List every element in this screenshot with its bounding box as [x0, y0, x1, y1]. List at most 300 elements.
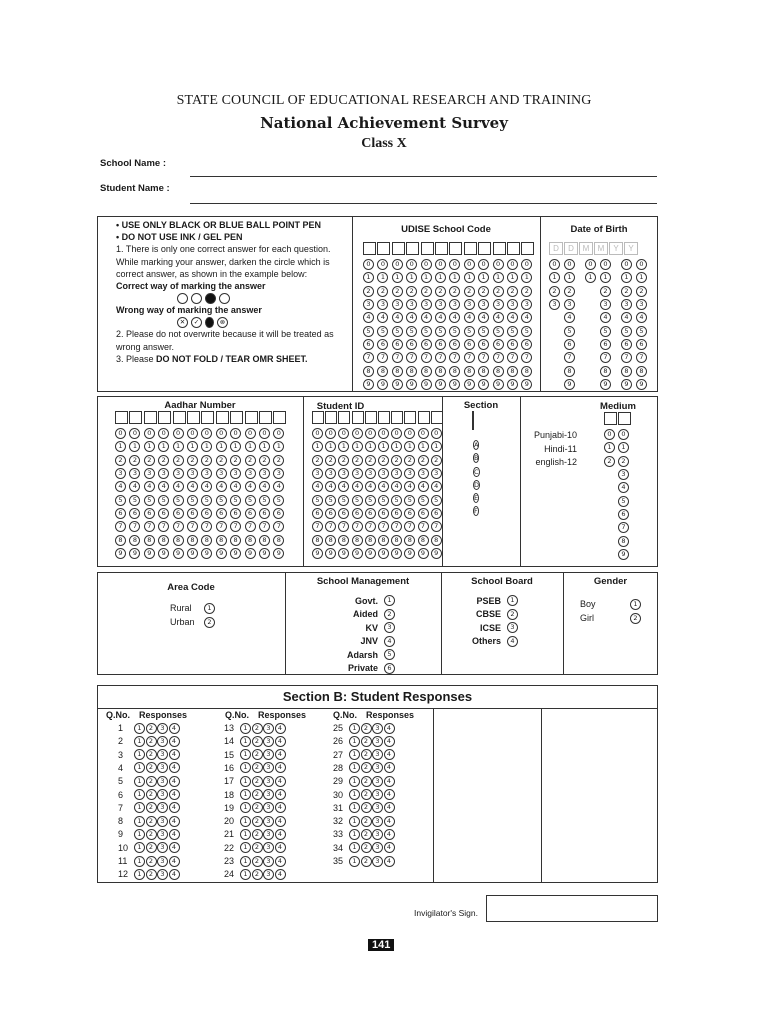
answer-bubble[interactable]: 4 — [169, 829, 180, 840]
digit-bubble[interactable]: 1 — [216, 441, 227, 452]
digit-bubble[interactable]: 0 — [158, 428, 169, 439]
digit-bubble[interactable]: 2 — [507, 286, 518, 297]
digit-bubble[interactable]: 9 — [378, 548, 389, 559]
digit-bubble[interactable]: 3 — [216, 468, 227, 479]
digit-bubble[interactable]: 7 — [435, 352, 446, 363]
dob-bubble[interactable]: 2 — [549, 286, 560, 297]
digit-bubble[interactable]: 3 — [464, 299, 475, 310]
answer-bubble[interactable]: 1 — [240, 789, 251, 800]
digit-bubble[interactable]: 5 — [325, 495, 336, 506]
digit-bubble[interactable]: 3 — [449, 299, 460, 310]
dob-bubble[interactable]: 5 — [600, 326, 611, 337]
answer-bubble[interactable]: 2 — [146, 816, 157, 827]
digit-bubble[interactable]: 1 — [392, 272, 403, 283]
dob-bubble[interactable]: 8 — [636, 366, 647, 377]
digit-bubble[interactable]: 2 — [173, 455, 184, 466]
medium-bubble[interactable]: 7 — [618, 522, 629, 533]
answer-bubble[interactable]: 3 — [263, 749, 274, 760]
area-options[interactable] — [170, 601, 215, 629]
answer-bubble[interactable]: 3 — [157, 842, 168, 853]
dob-bubble[interactable]: 7 — [564, 352, 575, 363]
digit-bubble[interactable]: 1 — [449, 272, 460, 283]
answer-bubble[interactable]: 1 — [240, 869, 251, 880]
answer-bubble[interactable]: 3 — [157, 856, 168, 867]
digit-bubble[interactable]: 3 — [521, 299, 532, 310]
digit-bubble[interactable]: 1 — [464, 272, 475, 283]
medium-entry-box[interactable] — [604, 412, 617, 425]
answer-bubble[interactable]: 4 — [275, 802, 286, 813]
digit-bubble[interactable]: 3 — [325, 468, 336, 479]
digit-bubble[interactable]: 0 — [245, 428, 256, 439]
answer-bubble[interactable]: 1 — [134, 749, 145, 760]
section-grid[interactable] — [472, 412, 480, 514]
answer-bubble[interactable]: 3 — [372, 856, 383, 867]
digit-bubble[interactable]: 3 — [144, 468, 155, 479]
dob-bubble[interactable]: 1 — [621, 272, 632, 283]
answer-bubble[interactable]: 4 — [384, 856, 395, 867]
digit-bubble[interactable]: 0 — [129, 428, 140, 439]
digit-bubble[interactable]: 4 — [338, 481, 349, 492]
digit-bubble[interactable]: 2 — [230, 455, 241, 466]
digit-bubble[interactable]: 4 — [392, 312, 403, 323]
digit-bubble[interactable]: 0 — [391, 428, 402, 439]
answer-bubble[interactable]: 3 — [157, 802, 168, 813]
answer-bubble[interactable]: 4 — [275, 869, 286, 880]
digit-bubble[interactable]: 8 — [325, 535, 336, 546]
digit-bubble[interactable]: 4 — [230, 481, 241, 492]
digit-bubble[interactable]: 4 — [507, 312, 518, 323]
answer-bubble[interactable]: 3 — [372, 736, 383, 747]
answer-bubble[interactable]: 4 — [384, 762, 395, 773]
digit-bubble[interactable]: 2 — [435, 286, 446, 297]
digit-bubble[interactable]: 8 — [338, 535, 349, 546]
digit-bubble[interactable]: 6 — [391, 508, 402, 519]
digit-bubble[interactable]: 2 — [325, 455, 336, 466]
digit-bubble[interactable]: 0 — [115, 428, 126, 439]
digit-bubble[interactable]: 3 — [273, 468, 284, 479]
answer-bubble[interactable]: 3 — [372, 723, 383, 734]
digit-entry-box[interactable] — [391, 411, 403, 424]
answer-bubble[interactable]: 2 — [252, 829, 263, 840]
answer-bubble[interactable]: 2 — [361, 842, 372, 853]
answer-bubble[interactable]: 1 — [134, 789, 145, 800]
digit-bubble[interactable]: 4 — [173, 481, 184, 492]
digit-bubble[interactable]: 8 — [391, 535, 402, 546]
dob-bubble[interactable]: 0 — [621, 259, 632, 270]
digit-entry-box[interactable] — [259, 411, 272, 424]
digit-bubble[interactable]: 9 — [435, 379, 446, 390]
answer-bubble[interactable]: 3 — [157, 789, 168, 800]
management-option[interactable] — [340, 648, 395, 662]
student-name-field[interactable] — [190, 203, 657, 204]
digit-bubble[interactable]: 7 — [406, 352, 417, 363]
gender-option[interactable] — [580, 597, 641, 611]
answer-bubble[interactable]: 1 — [134, 802, 145, 813]
digit-bubble[interactable]: 4 — [365, 481, 376, 492]
digit-bubble[interactable]: 3 — [115, 468, 126, 479]
digit-bubble[interactable]: 0 — [392, 259, 403, 270]
digit-bubble[interactable]: 3 — [365, 468, 376, 479]
dob-bubble[interactable]: 3 — [549, 299, 560, 310]
dob-bubble[interactable]: 0 — [564, 259, 575, 270]
answer-bubble[interactable]: 4 — [169, 842, 180, 853]
answer-bubble[interactable]: 4 — [275, 736, 286, 747]
digit-bubble[interactable]: 9 — [507, 379, 518, 390]
board-options[interactable] — [469, 594, 518, 648]
answer-bubble[interactable]: 4 — [384, 749, 395, 760]
digit-bubble[interactable]: 4 — [325, 481, 336, 492]
dob-bubble[interactable]: 7 — [621, 352, 632, 363]
digit-bubble[interactable]: 7 — [158, 521, 169, 532]
digit-entry-box[interactable] — [312, 411, 324, 424]
answer-bubble[interactable]: 1 — [134, 776, 145, 787]
digit-bubble[interactable]: 9 — [377, 379, 388, 390]
digit-bubble[interactable]: 8 — [378, 535, 389, 546]
answer-bubble[interactable]: 2 — [361, 749, 372, 760]
digit-bubble[interactable]: 3 — [421, 299, 432, 310]
area-option-bubble[interactable]: 1 — [204, 603, 215, 614]
digit-bubble[interactable]: 8 — [493, 366, 504, 377]
digit-bubble[interactable]: 6 — [144, 508, 155, 519]
digit-bubble[interactable]: 7 — [493, 352, 504, 363]
medium-entry-box[interactable] — [618, 412, 631, 425]
answer-bubble[interactable]: 1 — [240, 723, 251, 734]
digit-bubble[interactable]: 6 — [173, 508, 184, 519]
digit-bubble[interactable]: 9 — [478, 379, 489, 390]
answer-bubble[interactable]: 3 — [372, 762, 383, 773]
digit-bubble[interactable]: 7 — [464, 352, 475, 363]
digit-bubble[interactable]: 0 — [201, 428, 212, 439]
answer-bubble[interactable]: 3 — [157, 869, 168, 880]
digit-bubble[interactable]: 0 — [378, 428, 389, 439]
digit-bubble[interactable]: 2 — [144, 455, 155, 466]
answer-bubble[interactable]: 1 — [240, 829, 251, 840]
digit-bubble[interactable]: 7 — [363, 352, 374, 363]
digit-bubble[interactable]: 4 — [363, 312, 374, 323]
answer-bubble[interactable]: 1 — [134, 856, 145, 867]
digit-bubble[interactable]: 9 — [391, 548, 402, 559]
digit-bubble[interactable]: 1 — [245, 441, 256, 452]
answer-bubble[interactable]: 2 — [361, 816, 372, 827]
digit-bubble[interactable]: 5 — [478, 326, 489, 337]
digit-bubble[interactable]: 3 — [158, 468, 169, 479]
digit-bubble[interactable]: 7 — [391, 521, 402, 532]
digit-bubble[interactable]: 1 — [230, 441, 241, 452]
invigilator-sign-box[interactable] — [486, 895, 658, 922]
dob-box[interactable]: Y — [624, 242, 638, 255]
digit-entry-box[interactable] — [144, 411, 157, 424]
digit-bubble[interactable]: 1 — [507, 272, 518, 283]
digit-bubble[interactable]: 6 — [418, 508, 429, 519]
udise-grid[interactable] — [363, 242, 534, 391]
dob-bubble[interactable]: 8 — [621, 366, 632, 377]
digit-bubble[interactable]: 2 — [391, 455, 402, 466]
digit-bubble[interactable]: 8 — [464, 366, 475, 377]
answer-bubble[interactable]: 1 — [349, 816, 360, 827]
digit-bubble[interactable]: 4 — [377, 312, 388, 323]
digit-bubble[interactable]: 0 — [187, 428, 198, 439]
digit-entry-box[interactable] — [521, 242, 534, 255]
answer-bubble[interactable]: 4 — [275, 816, 286, 827]
board-option[interactable] — [469, 635, 518, 649]
digit-bubble[interactable]: 2 — [273, 455, 284, 466]
digit-bubble[interactable]: 6 — [115, 508, 126, 519]
digit-bubble[interactable]: 0 — [493, 259, 504, 270]
answer-bubble[interactable]: 3 — [372, 802, 383, 813]
digit-bubble[interactable]: 7 — [365, 521, 376, 532]
digit-bubble[interactable]: 8 — [431, 535, 442, 546]
medium-bubble[interactable]: 4 — [618, 482, 629, 493]
answer-bubble[interactable]: 1 — [134, 723, 145, 734]
area-option[interactable] — [170, 601, 215, 615]
answer-bubble[interactable]: 1 — [134, 829, 145, 840]
digit-bubble[interactable]: 1 — [158, 441, 169, 452]
digit-bubble[interactable]: 1 — [115, 441, 126, 452]
digit-bubble[interactable]: 7 — [230, 521, 241, 532]
digit-bubble[interactable]: 9 — [365, 548, 376, 559]
answer-bubble[interactable]: 2 — [252, 802, 263, 813]
digit-bubble[interactable]: 0 — [365, 428, 376, 439]
dob-bubble[interactable]: 4 — [564, 312, 575, 323]
answer-bubble[interactable]: 3 — [157, 736, 168, 747]
digit-bubble[interactable]: 7 — [144, 521, 155, 532]
digit-entry-box[interactable] — [377, 242, 390, 255]
digit-bubble[interactable]: 2 — [245, 455, 256, 466]
management-option-bubble[interactable]: 2 — [384, 609, 395, 620]
digit-bubble[interactable]: 8 — [406, 366, 417, 377]
digit-bubble[interactable]: 6 — [338, 508, 349, 519]
digit-bubble[interactable]: 9 — [338, 548, 349, 559]
dob-bubble[interactable]: 9 — [600, 379, 611, 390]
digit-bubble[interactable]: 1 — [418, 441, 429, 452]
digit-bubble[interactable]: 7 — [115, 521, 126, 532]
answer-bubble[interactable]: 2 — [361, 856, 372, 867]
digit-bubble[interactable]: 9 — [464, 379, 475, 390]
medium-grid[interactable] — [604, 412, 631, 561]
digit-bubble[interactable]: 6 — [216, 508, 227, 519]
digit-bubble[interactable]: 5 — [158, 495, 169, 506]
digit-bubble[interactable]: 0 — [478, 259, 489, 270]
digit-entry-box[interactable] — [404, 411, 416, 424]
digit-bubble[interactable]: 5 — [418, 495, 429, 506]
digit-bubble[interactable]: 7 — [377, 352, 388, 363]
dob-bubble[interactable]: 7 — [600, 352, 611, 363]
dob-bubble[interactable]: 8 — [564, 366, 575, 377]
answer-bubble[interactable]: 3 — [372, 749, 383, 760]
digit-entry-box[interactable] — [378, 411, 390, 424]
digit-bubble[interactable]: 3 — [363, 299, 374, 310]
digit-bubble[interactable]: 6 — [507, 339, 518, 350]
digit-bubble[interactable]: 3 — [312, 468, 323, 479]
answer-bubble[interactable]: 3 — [263, 842, 274, 853]
management-option-bubble[interactable]: 5 — [384, 649, 395, 660]
digit-bubble[interactable]: 2 — [493, 286, 504, 297]
digit-bubble[interactable]: 7 — [352, 521, 363, 532]
dob-bubble[interactable]: 5 — [564, 326, 575, 337]
digit-bubble[interactable]: 0 — [173, 428, 184, 439]
answer-bubble[interactable]: 1 — [240, 736, 251, 747]
answer-bubble[interactable]: 3 — [263, 816, 274, 827]
dob-bubble[interactable]: 7 — [636, 352, 647, 363]
answer-bubble[interactable]: 4 — [169, 723, 180, 734]
dob-bubble[interactable]: 3 — [600, 299, 611, 310]
digit-bubble[interactable]: 7 — [421, 352, 432, 363]
digit-bubble[interactable]: 8 — [144, 535, 155, 546]
answer-bubble[interactable]: 2 — [361, 829, 372, 840]
digit-bubble[interactable]: 6 — [404, 508, 415, 519]
medium-bubble[interactable]: 2 — [618, 456, 629, 467]
answer-bubble[interactable]: 1 — [349, 789, 360, 800]
digit-bubble[interactable]: 5 — [406, 326, 417, 337]
digit-bubble[interactable]: 2 — [421, 286, 432, 297]
answer-bubble[interactable]: 2 — [361, 789, 372, 800]
answer-bubble[interactable]: 1 — [349, 749, 360, 760]
digit-entry-box[interactable] — [201, 411, 214, 424]
answer-bubble[interactable]: 2 — [252, 856, 263, 867]
digit-bubble[interactable]: 4 — [421, 312, 432, 323]
digit-bubble[interactable]: 0 — [352, 428, 363, 439]
digit-bubble[interactable]: 6 — [493, 339, 504, 350]
digit-bubble[interactable]: 2 — [338, 455, 349, 466]
digit-bubble[interactable]: 4 — [406, 312, 417, 323]
answer-bubble[interactable]: 2 — [146, 723, 157, 734]
digit-bubble[interactable]: 4 — [312, 481, 323, 492]
digit-bubble[interactable]: 9 — [158, 548, 169, 559]
digit-bubble[interactable]: 5 — [507, 326, 518, 337]
answer-bubble[interactable]: 1 — [240, 816, 251, 827]
digit-bubble[interactable]: 4 — [129, 481, 140, 492]
digit-bubble[interactable]: 1 — [421, 272, 432, 283]
student-id-grid[interactable] — [312, 411, 443, 560]
digit-bubble[interactable]: 9 — [404, 548, 415, 559]
digit-bubble[interactable]: 6 — [273, 508, 284, 519]
answer-bubble[interactable]: 2 — [361, 776, 372, 787]
medium-bubble[interactable]: 6 — [618, 509, 629, 520]
digit-entry-box[interactable] — [245, 411, 258, 424]
digit-bubble[interactable]: 4 — [378, 481, 389, 492]
digit-bubble[interactable]: 5 — [115, 495, 126, 506]
digit-entry-box[interactable] — [431, 411, 443, 424]
digit-bubble[interactable]: 2 — [392, 286, 403, 297]
digit-bubble[interactable]: 4 — [418, 481, 429, 492]
answer-bubble[interactable]: 2 — [146, 842, 157, 853]
digit-bubble[interactable]: 5 — [435, 326, 446, 337]
digit-bubble[interactable]: 0 — [325, 428, 336, 439]
dob-bubble[interactable]: 8 — [600, 366, 611, 377]
answer-bubble[interactable]: 2 — [146, 829, 157, 840]
digit-bubble[interactable]: 9 — [493, 379, 504, 390]
answer-bubble[interactable]: 3 — [263, 762, 274, 773]
digit-bubble[interactable]: 6 — [378, 508, 389, 519]
answer-bubble[interactable]: 4 — [384, 776, 395, 787]
answer-bubble[interactable]: 3 — [263, 856, 274, 867]
digit-bubble[interactable]: 6 — [392, 339, 403, 350]
digit-bubble[interactable]: 9 — [421, 379, 432, 390]
digit-bubble[interactable]: 6 — [187, 508, 198, 519]
dob-bubble[interactable]: 4 — [600, 312, 611, 323]
dob-box[interactable]: M — [579, 242, 593, 255]
answer-bubble[interactable]: 3 — [157, 723, 168, 734]
answer-bubble[interactable]: 2 — [146, 802, 157, 813]
digit-bubble[interactable]: 8 — [173, 535, 184, 546]
digit-bubble[interactable]: 5 — [404, 495, 415, 506]
digit-entry-box[interactable] — [173, 411, 186, 424]
digit-bubble[interactable]: 7 — [392, 352, 403, 363]
answer-bubble[interactable]: 4 — [275, 776, 286, 787]
digit-bubble[interactable]: 8 — [201, 535, 212, 546]
dob-bubble[interactable]: 6 — [600, 339, 611, 350]
answer-bubble[interactable]: 2 — [252, 749, 263, 760]
dob-bubble[interactable]: 0 — [636, 259, 647, 270]
digit-bubble[interactable]: 6 — [431, 508, 442, 519]
dob-bubble[interactable]: 5 — [636, 326, 647, 337]
answer-bubble[interactable]: 1 — [349, 736, 360, 747]
digit-bubble[interactable]: 2 — [418, 455, 429, 466]
answer-bubble[interactable]: 2 — [252, 723, 263, 734]
answer-bubble[interactable]: 2 — [146, 762, 157, 773]
digit-bubble[interactable]: 3 — [201, 468, 212, 479]
digit-bubble[interactable]: 0 — [338, 428, 349, 439]
section-entry-box[interactable] — [472, 411, 474, 430]
digit-bubble[interactable]: 7 — [431, 521, 442, 532]
digit-bubble[interactable]: 2 — [404, 455, 415, 466]
gender-option[interactable] — [580, 611, 641, 625]
board-option[interactable] — [469, 621, 518, 635]
digit-entry-box[interactable] — [478, 242, 491, 255]
answer-bubble[interactable]: 4 — [275, 723, 286, 734]
answer-bubble[interactable]: 2 — [146, 749, 157, 760]
digit-bubble[interactable]: 5 — [391, 495, 402, 506]
management-option-bubble[interactable]: 6 — [384, 663, 395, 674]
digit-bubble[interactable]: 3 — [493, 299, 504, 310]
answer-bubble[interactable]: 4 — [275, 842, 286, 853]
digit-bubble[interactable]: 7 — [521, 352, 532, 363]
answer-bubble[interactable]: 1 — [240, 776, 251, 787]
dob-bubble[interactable]: 3 — [621, 299, 632, 310]
digit-bubble[interactable]: 7 — [418, 521, 429, 532]
digit-bubble[interactable]: 3 — [431, 468, 442, 479]
answer-bubble[interactable]: 4 — [384, 802, 395, 813]
answer-bubble[interactable]: 2 — [252, 776, 263, 787]
digit-bubble[interactable]: 6 — [449, 339, 460, 350]
dob-bubble[interactable]: 2 — [621, 286, 632, 297]
answer-bubble[interactable]: 3 — [372, 776, 383, 787]
digit-entry-box[interactable] — [493, 242, 506, 255]
digit-bubble[interactable]: 6 — [129, 508, 140, 519]
answer-bubble[interactable]: 3 — [263, 789, 274, 800]
management-option[interactable] — [340, 662, 395, 676]
digit-bubble[interactable]: 0 — [435, 259, 446, 270]
digit-bubble[interactable]: 6 — [259, 508, 270, 519]
digit-bubble[interactable]: 4 — [187, 481, 198, 492]
digit-bubble[interactable]: 1 — [391, 441, 402, 452]
dob-bubble[interactable]: 6 — [636, 339, 647, 350]
digit-bubble[interactable]: 4 — [216, 481, 227, 492]
answer-bubble[interactable]: 1 — [349, 829, 360, 840]
dob-bubble[interactable]: 1 — [636, 272, 647, 283]
digit-bubble[interactable]: 2 — [431, 455, 442, 466]
digit-bubble[interactable]: 8 — [404, 535, 415, 546]
digit-bubble[interactable]: 7 — [404, 521, 415, 532]
digit-bubble[interactable]: 5 — [392, 326, 403, 337]
answer-bubble[interactable]: 3 — [263, 776, 274, 787]
digit-bubble[interactable]: 9 — [144, 548, 155, 559]
dob-bubble[interactable]: 2 — [564, 286, 575, 297]
medium-bubble[interactable]: 2 — [604, 456, 615, 467]
answer-bubble[interactable]: 3 — [372, 842, 383, 853]
digit-bubble[interactable]: 1 — [493, 272, 504, 283]
digit-bubble[interactable]: 3 — [507, 299, 518, 310]
